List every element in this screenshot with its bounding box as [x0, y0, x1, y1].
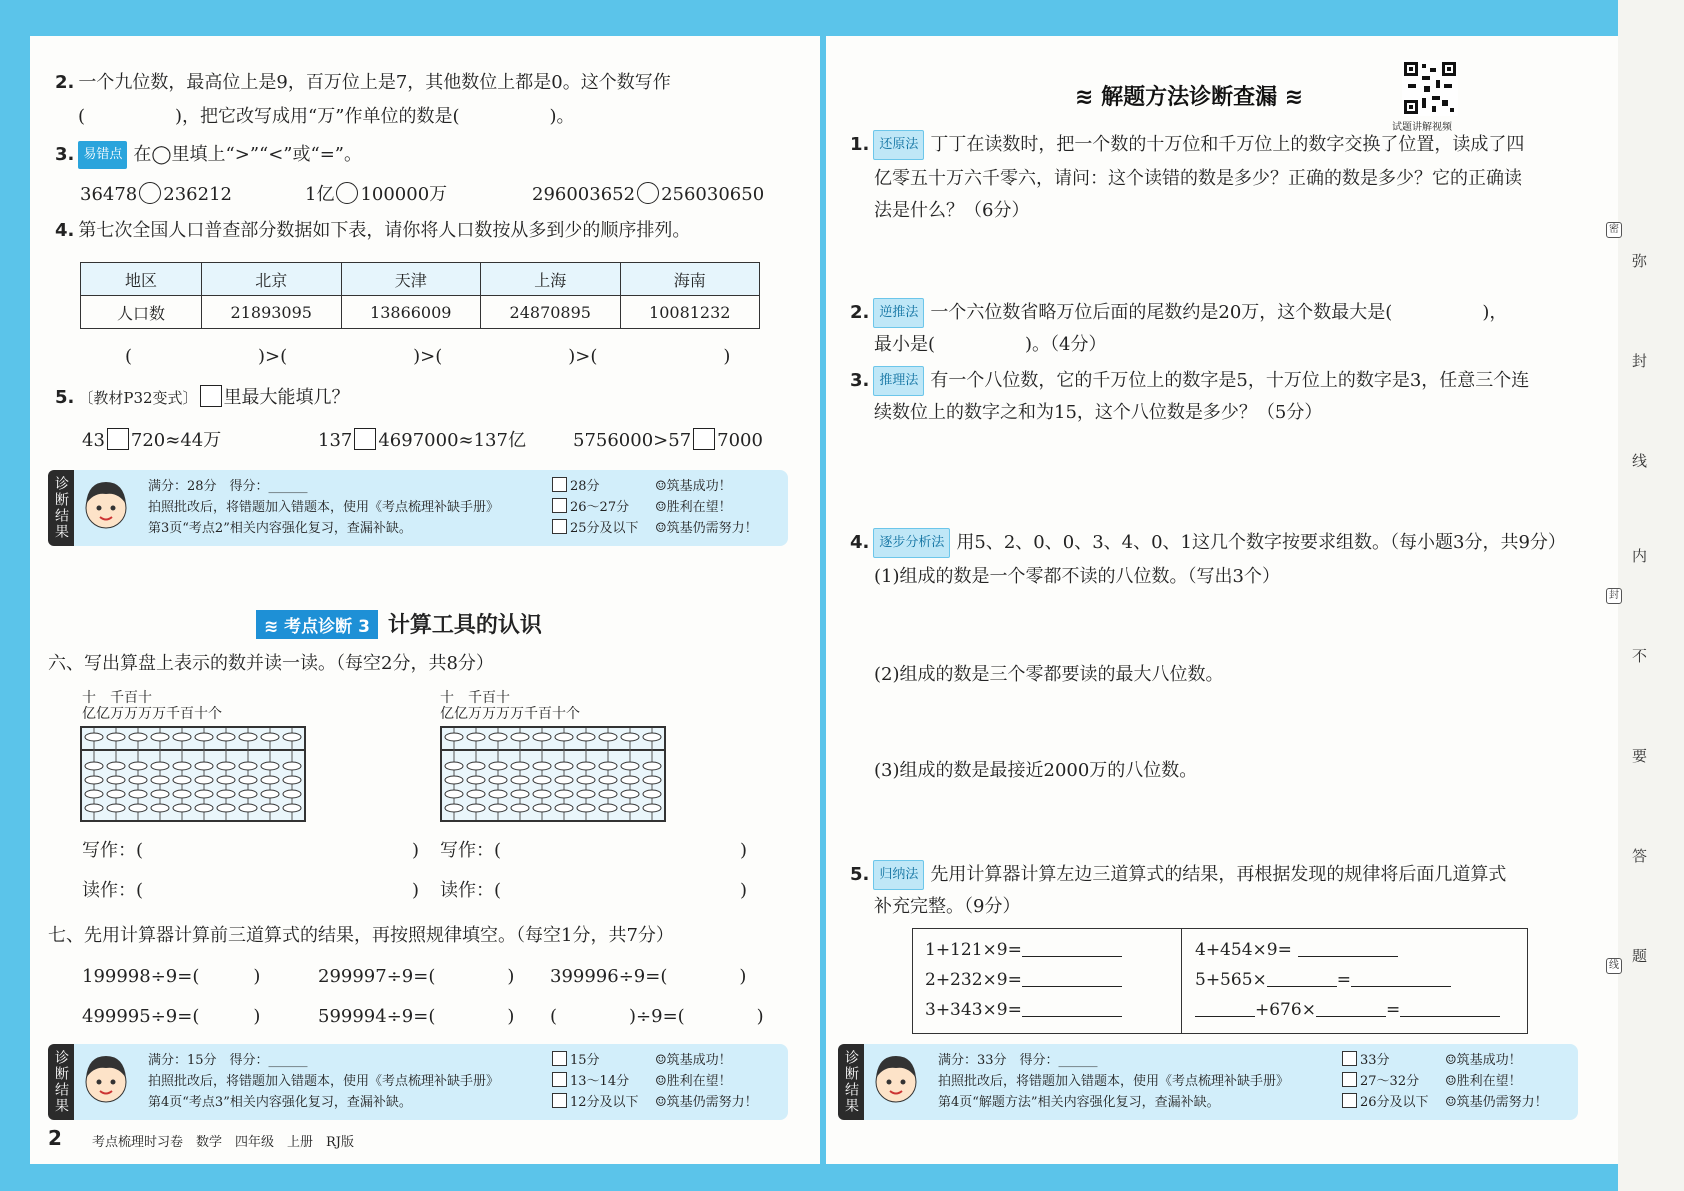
- checkbox[interactable]: [552, 1093, 567, 1108]
- abacus-bead: [577, 776, 595, 784]
- answer-blank[interactable]: [1298, 956, 1398, 957]
- abacus-bead: [85, 733, 103, 741]
- abacus-bead: [467, 804, 485, 812]
- compare-circle[interactable]: [637, 182, 659, 204]
- diagnosis-options: [552, 1050, 758, 1113]
- diagnosis-option[interactable]: 12分及以下 ☺筑基仍需努力！: [552, 1092, 758, 1113]
- question-5: 5. 〔教材P32变式〕 里最大能填几？: [55, 387, 350, 408]
- division-item[interactable]: 399996÷9=( ): [550, 966, 747, 987]
- abacus-bead: [621, 762, 639, 770]
- abacus-bead: [85, 776, 103, 784]
- diagnosis-options: [1342, 1050, 1548, 1113]
- abacus-bead: [511, 776, 529, 784]
- abacus-bead: [489, 804, 507, 812]
- abacus-bead: [643, 790, 661, 798]
- method-tag: 逆推法: [873, 298, 924, 328]
- abacus-bead: [511, 790, 529, 798]
- abacus-bead: [217, 762, 235, 770]
- abacus-bead: [151, 776, 169, 784]
- abacus-bead: [533, 762, 551, 770]
- diagnosis-option[interactable]: 26分及以下 ☺筑基仍需努力！: [1342, 1092, 1548, 1113]
- binding-char: 封: [1632, 352, 1648, 370]
- answer-box[interactable]: [354, 428, 376, 450]
- abacus-bead: [195, 762, 213, 770]
- diagnosis-option[interactable]: 13～14分 ☺胜利在望！: [552, 1071, 758, 1092]
- diagnosis-side-label: 诊断结果: [48, 1044, 74, 1120]
- abacus-bead: [643, 733, 661, 741]
- abacus-bead: [85, 762, 103, 770]
- table-cell: 24870895: [481, 296, 621, 329]
- abacus-bead: [107, 804, 125, 812]
- diagnosis-score: 满分：15分 得分：______: [148, 1053, 308, 1068]
- method-question-2: 2. 逆推法 一个六位数省略万位后面的尾数约是20万，这个数最大是( )，: [850, 298, 1507, 328]
- answer-blank[interactable]: [1400, 1016, 1500, 1017]
- method-question-4-sub: (1)组成的数是一个零都不读的八位数。（写出3个）: [874, 566, 1280, 587]
- seal-mark: 封: [1606, 588, 1622, 604]
- abacus-bead: [643, 776, 661, 784]
- page-number: 2: [48, 1126, 62, 1150]
- abacus-bead: [533, 790, 551, 798]
- abacus-bead: [85, 790, 103, 798]
- abacus-bead: [217, 776, 235, 784]
- diagnosis-score: 满分：33分 得分：______: [938, 1053, 1098, 1068]
- binding-strip: [1618, 0, 1684, 1191]
- abacus-bead: [107, 762, 125, 770]
- diagnosis-instruction: 拍照批改后，将错题加入错题本，使用《考点梳理补缺手册》: [148, 1074, 500, 1089]
- abacus-bead: [173, 804, 191, 812]
- abacus-bead: [261, 790, 279, 798]
- read-answer-2-close: ): [740, 880, 748, 901]
- diagnosis-option[interactable]: 25分及以下 ☺筑基仍需努力！: [552, 518, 758, 539]
- abacus-bead: [621, 733, 639, 741]
- answer-blank[interactable]: [1267, 986, 1337, 987]
- table-cell: 13866009: [341, 296, 481, 329]
- section-tag: ≋ 考点诊断 3: [256, 610, 378, 639]
- answer-blank[interactable]: [1022, 1016, 1122, 1017]
- abacus-bead: [107, 790, 125, 798]
- smile-icon: ☺: [655, 1095, 667, 1110]
- abacus-bead: [85, 804, 103, 812]
- abacus-bead: [489, 733, 507, 741]
- calc-row[interactable]: 3+343×9=: [925, 995, 1122, 1025]
- binding-char: 答: [1632, 847, 1648, 865]
- diagnosis-option[interactable]: 26～27分 ☺胜利在望！: [552, 497, 758, 518]
- calc-left-column: [925, 935, 1122, 1025]
- abacus-bead: [195, 790, 213, 798]
- method-question-1: 1. 还原法 丁丁在读数时，把一个数的十万位和千万位上的数字交换了位置，读成了四: [850, 130, 1524, 160]
- abacus-labels-2: 十 千百十 亿亿万万万万千百十个: [440, 690, 580, 722]
- checkbox[interactable]: [1342, 1072, 1357, 1087]
- division-item[interactable]: 299997÷9=( ): [318, 966, 515, 987]
- diagnosis-instruction: 第3页“考点2”相关内容强化复习，查漏补缺。: [148, 521, 412, 536]
- answer-blank[interactable]: [1022, 956, 1122, 957]
- abacus-bead: [151, 790, 169, 798]
- estimate-item-1: 43 720≈44万: [82, 430, 222, 451]
- abacus-bead: [643, 762, 661, 770]
- method-question-4: 4. 逐步分析法 用5、2、0、0、3、4、0、1这几个数字按要求组数。（每小题3分，共9分）: [850, 528, 1566, 558]
- abacus-bead: [599, 804, 617, 812]
- answer-blank[interactable]: [1195, 1016, 1255, 1017]
- diagnosis-side-label: 诊断结果: [48, 470, 74, 546]
- seal-mark: 线: [1606, 958, 1622, 974]
- smile-icon: ☺: [1445, 1053, 1457, 1068]
- abacus-bead: [467, 733, 485, 741]
- abacus-bead: [555, 733, 573, 741]
- estimate-item-3: 5756000>57 7000: [573, 430, 763, 451]
- answer-box: [200, 385, 222, 407]
- abacus-bead: [621, 790, 639, 798]
- answer-box[interactable]: [107, 428, 129, 450]
- calc-divider: [1181, 929, 1182, 1033]
- abacus-bead: [217, 804, 235, 812]
- diagnosis-side-label: 诊断结果: [838, 1044, 864, 1120]
- compare-item-2: 1亿 100000万: [305, 184, 448, 205]
- division-item[interactable]: 499995÷9=( ): [82, 1006, 261, 1027]
- division-item[interactable]: 599994÷9=( ): [318, 1006, 515, 1027]
- method-tag: 还原法: [873, 130, 924, 160]
- abacus-bead: [467, 790, 485, 798]
- method-tag: 归纳法: [873, 860, 924, 890]
- method-question-5: 5. 归纳法 先用计算器计算左边三道算式的结果，再根据发现的规律将后面几道算式: [850, 860, 1506, 890]
- diagnosis-score: 满分：28分 得分：______: [148, 479, 308, 494]
- abacus-bead: [621, 776, 639, 784]
- diagnosis-text: [148, 1050, 499, 1113]
- diagnosis-panel-1: [48, 470, 788, 546]
- abacus-bead: [283, 804, 301, 812]
- abacus-bead: [283, 776, 301, 784]
- abacus-bead: [261, 733, 279, 741]
- diagnosis-option[interactable]: 15分 ☺筑基成功！: [552, 1050, 758, 1071]
- abacus-bead: [577, 733, 595, 741]
- checkbox[interactable]: [552, 1072, 567, 1087]
- diagnosis-instruction: 第4页“解题方法”相关内容强化复习，查漏补缺。: [938, 1095, 1220, 1110]
- population-order-answer[interactable]: ( )>( )>( )>( ): [125, 346, 731, 367]
- abacus-bead: [283, 733, 301, 741]
- footer-book-info: 考点梳理时习卷 数学 四年级 上册 RJ版: [92, 1135, 354, 1150]
- read-answer-1-close: ): [412, 880, 420, 901]
- method-question-3-line: 续数位上的数字之和为15，这个八位数是多少？（5分）: [874, 402, 1323, 423]
- abacus-bead: [445, 790, 463, 798]
- calc-row[interactable]: +676× =: [1195, 995, 1500, 1025]
- estimate-item-2: 137 4697000≈137亿: [318, 430, 526, 451]
- diagnosis-text: [938, 1050, 1289, 1113]
- calc-right-column: [1195, 935, 1500, 1025]
- table-cell: 人口数: [81, 296, 202, 329]
- abacus-bead: [599, 790, 617, 798]
- smile-icon: ☺: [1445, 1095, 1457, 1110]
- abacus-bead: [107, 733, 125, 741]
- abacus-bead: [173, 733, 191, 741]
- method-question-3: 3. 推理法 有一个八位数，它的千万位上的数字是5，十万位上的数字是3，任意三个连: [850, 366, 1529, 396]
- question-6: 六、写出算盘上表示的数并读一读。（每空2分，共8分）: [48, 653, 494, 674]
- abacus-bead: [129, 790, 147, 798]
- compare-circle[interactable]: [336, 182, 358, 204]
- abacus-bead: [577, 804, 595, 812]
- table-cell: 北京: [202, 263, 342, 296]
- checkbox[interactable]: [1342, 1051, 1357, 1066]
- abacus-bead: [445, 776, 463, 784]
- write-answer-1-close: ): [412, 840, 420, 861]
- binding-char: 线: [1632, 452, 1648, 470]
- abacus-bead: [217, 790, 235, 798]
- method-question-4-sub: (2)组成的数是三个零都要读的最大八位数。: [874, 664, 1224, 685]
- table-cell: 21893095: [202, 296, 342, 329]
- abacus-bead: [599, 762, 617, 770]
- student-face-icon: [868, 1048, 924, 1110]
- tag-error-prone: 易错点: [78, 141, 127, 169]
- binding-char: 要: [1632, 747, 1648, 765]
- table-cell: 天津: [341, 263, 481, 296]
- abacus-bead: [107, 776, 125, 784]
- diagnosis-panel-2: [48, 1044, 788, 1120]
- section-header-3: [256, 608, 542, 639]
- abacus-bead: [173, 762, 191, 770]
- smile-icon: ☺: [655, 1053, 667, 1068]
- write-answer-2[interactable]: 写作：(: [440, 840, 502, 861]
- method-question-5-line: 补充完整。（9分）: [874, 896, 1021, 917]
- abacus-bead: [467, 762, 485, 770]
- abacus-bead: [533, 804, 551, 812]
- table-cell: 海南: [620, 263, 760, 296]
- diagnosis-option[interactable]: 27～32分 ☺胜利在望！: [1342, 1071, 1548, 1092]
- abacus-bead: [129, 776, 147, 784]
- compare-item-3: 296003652 256030650: [532, 184, 765, 205]
- abacus-bead: [511, 733, 529, 741]
- abacus-bead: [283, 790, 301, 798]
- abacus-bead: [129, 804, 147, 812]
- diagnosis-panel-3: [838, 1044, 1578, 1120]
- abacus-bead: [195, 733, 213, 741]
- checkbox[interactable]: [552, 1051, 567, 1066]
- abacus-bead: [643, 804, 661, 812]
- abacus-bead: [511, 762, 529, 770]
- read-answer-2[interactable]: 读作：(: [440, 880, 502, 901]
- checkbox[interactable]: [552, 519, 567, 534]
- question-4: 4. 第七次全国人口普查部分数据如下表，请你将人口数按从多到少的顺序排列。: [55, 220, 691, 241]
- question-2: 2. 一个九位数，最高位上是9，百万位上是7，其他数位上都是0。这个数写作: [55, 72, 671, 93]
- abacus-bead: [445, 733, 463, 741]
- abacus-bead: [489, 776, 507, 784]
- calc-row[interactable]: 2+232×9=: [925, 965, 1122, 995]
- section-title: 计算工具的认识: [387, 613, 542, 638]
- abacus-bead: [555, 804, 573, 812]
- answer-box[interactable]: [693, 428, 715, 450]
- abacus-bead: [489, 790, 507, 798]
- smile-icon: ☺: [655, 521, 667, 536]
- binding-char: 弥: [1632, 252, 1648, 270]
- table-cell: 10081232: [620, 296, 760, 329]
- method-tag: 逐步分析法: [873, 528, 950, 558]
- abacus-bead: [195, 776, 213, 784]
- smile-icon: ☺: [655, 500, 667, 515]
- abacus-bead: [489, 762, 507, 770]
- method-question-1-line: 法是什么？（6分）: [874, 200, 1030, 221]
- table-cell: 上海: [481, 263, 621, 296]
- seal-mark: 密: [1606, 222, 1622, 238]
- method-question-1-line: 亿零五十万六千零六，请问：这个读错的数是多少？正确的数是多少？它的正确读: [874, 168, 1522, 189]
- diagnosis-instruction: 拍照批改后，将错题加入错题本，使用《考点梳理补缺手册》: [148, 500, 500, 515]
- abacus-bead: [555, 776, 573, 784]
- compare-item-1: 36478 236212: [80, 184, 232, 205]
- abacus-bead: [555, 790, 573, 798]
- table-row: [81, 296, 760, 329]
- abacus-bead: [621, 804, 639, 812]
- compare-circle[interactable]: [139, 182, 161, 204]
- smile-icon: ☺: [655, 479, 667, 494]
- abacus-bead: [261, 804, 279, 812]
- calculation-box: [912, 928, 1528, 1034]
- abacus-bead: [239, 762, 257, 770]
- calc-row[interactable]: 5+565× =: [1195, 965, 1500, 995]
- qr-code-icon[interactable]: [1402, 60, 1458, 116]
- abacus-bead: [239, 804, 257, 812]
- question-7: 七、先用计算器计算前三道算式的结果，再按照规律填空。（每空1分，共7分）: [48, 925, 674, 946]
- abacus-bead: [533, 733, 551, 741]
- abacus-bead: [445, 804, 463, 812]
- abacus-bead: [467, 776, 485, 784]
- abacus-bead: [239, 733, 257, 741]
- abacus-bead: [129, 762, 147, 770]
- qr-caption: 试题讲解视频: [1392, 122, 1452, 133]
- checkbox[interactable]: [552, 477, 567, 492]
- abacus-bead: [173, 776, 191, 784]
- abacus-bead: [239, 776, 257, 784]
- student-face-icon: [78, 1048, 134, 1110]
- method-tag: 推理法: [873, 366, 924, 396]
- binding-char: 内: [1632, 547, 1648, 565]
- answer-blank[interactable]: [1316, 1016, 1386, 1017]
- abacus-bead: [283, 762, 301, 770]
- abacus-bead: [217, 733, 235, 741]
- method-question-2-line: 最小是( )。（4分）: [874, 334, 1107, 355]
- abacus-bead: [577, 762, 595, 770]
- read-answer-1[interactable]: 读作：(: [82, 880, 144, 901]
- binding-char: 题: [1632, 947, 1648, 965]
- abacus-labels-1: 十 千百十 亿亿万万万万千百十个: [82, 690, 222, 722]
- abacus-bead: [599, 776, 617, 784]
- abacus-bead: [261, 776, 279, 784]
- abacus-bead: [195, 804, 213, 812]
- smile-icon: ☺: [1445, 1074, 1457, 1089]
- abacus-bead: [577, 790, 595, 798]
- student-face-icon: [78, 474, 134, 536]
- abacus-bead: [239, 790, 257, 798]
- question-3: 3. 易错点 在◯里填上“>”“<”或“=”。: [55, 141, 362, 169]
- checkbox[interactable]: [552, 498, 567, 513]
- right-page-title: ≋ 解题方法诊断查漏 ≋: [1075, 85, 1304, 110]
- smile-icon: ☺: [655, 1074, 667, 1089]
- method-question-4-sub: (3)组成的数是最接近2000万的八位数。: [874, 760, 1198, 781]
- answer-blank[interactable]: [1351, 986, 1451, 987]
- abacus-bead: [151, 804, 169, 812]
- question-2-line2: ( )，把它改写成用“万”作单位的数是( )。: [78, 106, 575, 127]
- diagnosis-option[interactable]: 28分 ☺筑基成功！: [552, 476, 758, 497]
- diagnosis-instruction: 拍照批改后，将错题加入错题本，使用《考点梳理补缺手册》: [938, 1074, 1290, 1089]
- binding-char: 不: [1632, 647, 1648, 665]
- division-item[interactable]: ( )÷9=( ): [550, 1006, 764, 1027]
- table-header-row: [81, 263, 760, 296]
- diagnosis-instruction: 第4页“考点3”相关内容强化复习，查漏补缺。: [148, 1095, 412, 1110]
- diagnosis-text: [148, 476, 499, 539]
- abacus-bead: [599, 733, 617, 741]
- diagnosis-options: [552, 476, 758, 539]
- calc-row[interactable]: 1+121×9=: [925, 935, 1122, 965]
- division-item[interactable]: 199998÷9=( ): [82, 966, 261, 987]
- checkbox[interactable]: [1342, 1093, 1357, 1108]
- abacus-bead: [555, 762, 573, 770]
- abacus-bead: [129, 733, 147, 741]
- abacus-bead: [533, 776, 551, 784]
- abacus-bead: [261, 762, 279, 770]
- write-answer-1[interactable]: 写作：(: [82, 840, 144, 861]
- population-table: [80, 262, 760, 329]
- answer-blank[interactable]: [1022, 986, 1122, 987]
- table-cell: 地区: [81, 263, 202, 296]
- abacus-2: [440, 726, 666, 822]
- write-answer-2-close: ): [740, 840, 748, 861]
- calc-row[interactable]: 4+454×9=: [1195, 935, 1500, 965]
- abacus-bead: [151, 762, 169, 770]
- abacus-bead: [445, 762, 463, 770]
- abacus-bead: [511, 804, 529, 812]
- abacus-1: [80, 726, 306, 822]
- diagnosis-option[interactable]: 33分 ☺筑基成功！: [1342, 1050, 1548, 1071]
- abacus-bead: [151, 733, 169, 741]
- abacus-bead: [173, 790, 191, 798]
